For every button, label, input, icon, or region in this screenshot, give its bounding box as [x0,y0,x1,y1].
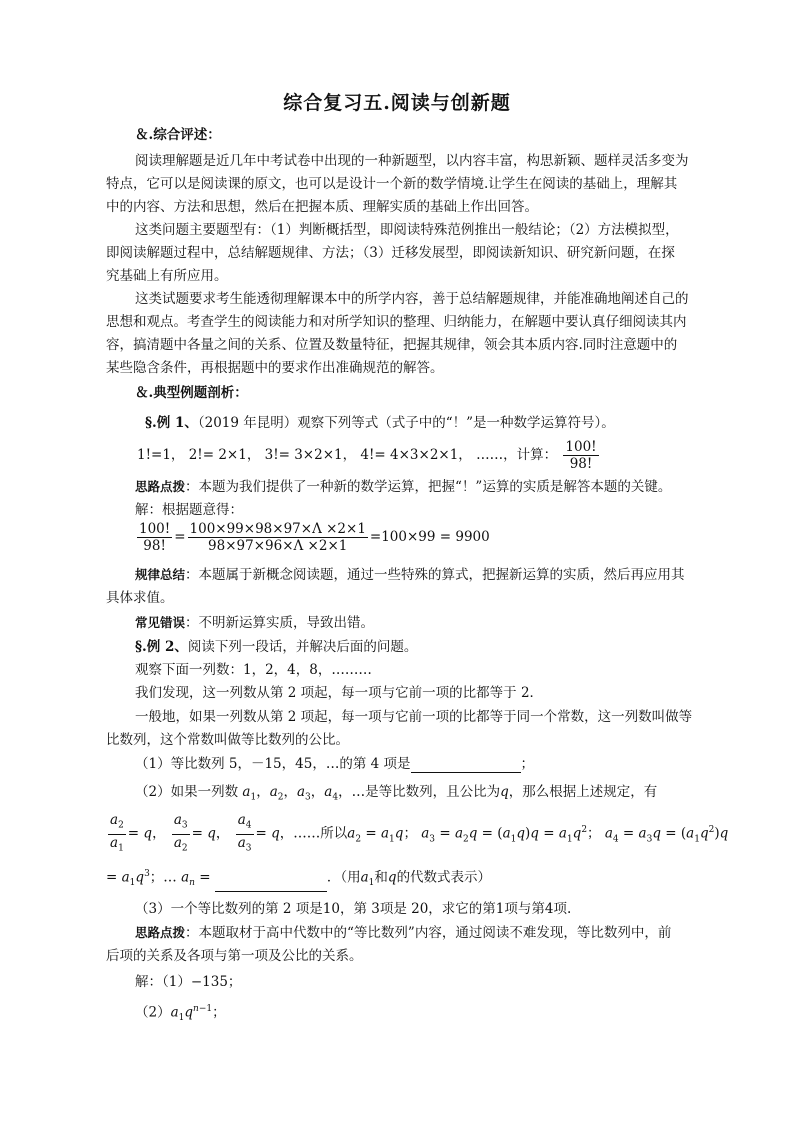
paragraph-line: 这类试题要求考生能透彻理解课本中的所学内容，善于总结解题规律，并能准确地阐述自己的 [135,291,689,307]
section-heading-review: ＆.综合评述： [135,127,221,143]
ratio-connector: ……所以 [293,825,348,842]
question-1-text: （1）等比数列 5，－15，45，…的第 4 项是 [135,756,411,772]
general-line-continued: 比数列，这个常数叫做等比数列的公比。 [106,732,349,748]
solution-result: =100×99 = 9900 [369,529,490,545]
rule-text: ：本题属于新概念阅读题，通过一些特殊的算式，把握新运算的实质，然后再应用其 [185,567,685,583]
question-2-text-a: （2）如果一列数 [135,784,239,800]
answer-blank-2[interactable] [215,877,327,892]
example-1-error [135,614,374,632]
paragraph-line: 这类问题主要题型有：（1）判断概括型，即阅读特殊范例推出一般结论；（2）方法模拟型， [135,222,679,238]
solution-formula: $\frac{100!}{98!}$ = $\frac{100\times 99\times 98\times 97\times\Lambda \times 2\times 1}{98\times 97\times 96\times\Lambda \times 2\times 1}$ =100×99 = 9900 [139,521,490,554]
paragraph-line: 某些隐含条件，再根据题中的要求作出准确规范的解答。 [106,360,444,376]
solution-fraction-2 [188,521,368,554]
question-1 [135,755,534,773]
question-1-end: ； [520,756,534,772]
example-2-hint [135,924,671,942]
error-label: 常见错误 [135,615,186,630]
paragraph-line: 特点，它可以是阅读课的原文，也可以是设计一个新的数学情境.让学生在阅读的基础上，理解其 [106,176,678,192]
solution-intro: 解：根据题意得： [135,502,243,518]
paragraph-line: 容，搞清题中各量之间的关系、位置及数量特征，把握其规律，领会其本质内容.同时注意题中的 [106,337,678,353]
factorial-examples: 1!=1， 2!= 2×1， 3!= 3×2×1， 4!= 4×3×2×1， ……，计算： [137,447,558,463]
hint-open: ．（用 [326,869,361,886]
hint-text: ：本题为我们提供了一种新的数学运算，把握“！”运算的实质是解答本题的关键。 [185,479,672,495]
error-text: ：不明新运算实质，导致出错。 [185,615,375,631]
answer-2: $(2)a_1q^{n-1}$； [135,1004,226,1024]
calc-fraction [563,439,598,472]
ratio-fraction-2: $\frac{a_3}{a_2}$ [173,812,188,854]
solution-fraction-1 [137,521,172,554]
question-3: （3）一个等比数列的第 2 项是10，第 3项是 20，求它的第1项与第4项. [135,901,572,917]
hint-tail: 的代数式表示） [396,869,492,886]
general-term-line: = $a_1q^3$；… $a_n$ = ．（用$a_1$和q的代数式表示） [106,865,491,892]
solution-numerator-1: 100! [139,521,171,537]
example-1-statement [145,414,615,432]
question-2: （2）如果一列数 $a_1$，$a_2$，$a_3$，$a_4$，…是等比数列，且公比为q，那么根据上述规定，有 [135,784,658,803]
example-2-statement [135,638,417,656]
answer-2-label: （2） [135,1004,171,1021]
hint-label: 思路点拨 [135,479,186,494]
answer-blank-1[interactable] [411,758,521,773]
calc-denominator: 98! [569,456,593,472]
example-1-rule [135,566,685,584]
question-2-text-c: ，那么根据上述规定，有 [508,784,658,800]
solution-numerator-2: 100×99×98×97×Λ ×2×1 [189,521,366,537]
paragraph-line: 即阅读解题过程中，总结解题规律、方法；（3）迁移发展型，即阅读新知识、研究新问题，在探 [106,245,675,261]
rule-text-continued: 具体求值。 [106,590,174,606]
example-2-text: 阅读下列一段话，并解决后面的问题。 [187,639,418,655]
example-1-label: §.例 1、 [145,415,198,431]
ratio-fraction-1: $\frac{a_2}{a_1}$ [110,812,124,854]
paragraph-line: 究基础上有所应用。 [106,268,228,284]
hint-label: 思路点拨 [135,925,186,940]
paragraph-line: 思想和观点。考查学生的阅读能力和对所学知识的整理、归纳能力，在解题中要认真仔细阅读其内 [106,314,687,330]
ratio-fraction-3: $\frac{a_4}{a_3}$ [237,812,252,854]
hint-text-continued: 后项的关系及各项与第一项及公比的关系。 [106,948,363,964]
solution-denominator-1: 98! [143,538,166,554]
found-line: 我们发现，这一列数从第 2 项起，每一项与它前一项的比都等于 2． [135,685,544,701]
ratio-formula-line: $\frac{a_2}{a_1}$ = q， $\frac{a_3}{a_2}$ = q， $\frac{a_4}{a_3}$ = q，……所以$a_2 = a_1q$； $a_3 = a_2q = (a_1q)q = a_1q^2$； $a_4 = a_3q = (a_1q^2)q$ [106,812,728,856]
rule-label: 规律总结 [135,567,186,582]
example-2-label: §.例 2、 [135,639,188,655]
paragraph-line: 阅读理解题是近几年中考试卷中出现的一种新题型，以内容丰富，构思新颖、题样灵活多变为 [135,153,689,169]
section-heading-examples: ＆.典型例题剖析： [135,385,248,401]
calc-numerator: 100! [565,439,597,455]
example-1-text: （2019 年昆明）观察下列等式（式子中的“！”是一种数学运算符号）。 [197,415,615,431]
factorial-formula-line [137,438,601,472]
paragraph-line: 中的内容、方法和思想，然后在把握本质、理解实质的基础上作出回答。 [106,199,538,215]
example-1-hint [135,478,671,496]
observe-line: 观察下面一列数：1，2，4，8，……… [135,662,372,678]
general-line: 一般地，如果一列数从第 2 项起，每一项与它前一项的比都等于同一个常数，这一列数叫做等 [135,709,693,725]
answer-1: 解：（1）−135； [135,974,242,990]
question-2-text-b: ，…是等比数列，且公比为 [338,784,501,800]
hint-text: ：本题取材于高中代数中的“等比数列”内容，通过阅读不难发现，等比数列中，前 [185,925,672,941]
solution-denominator-2: 98×97×96×Λ ×2×1 [208,538,348,554]
page-title: 综合复习五.阅读与创新题 [283,92,511,114]
